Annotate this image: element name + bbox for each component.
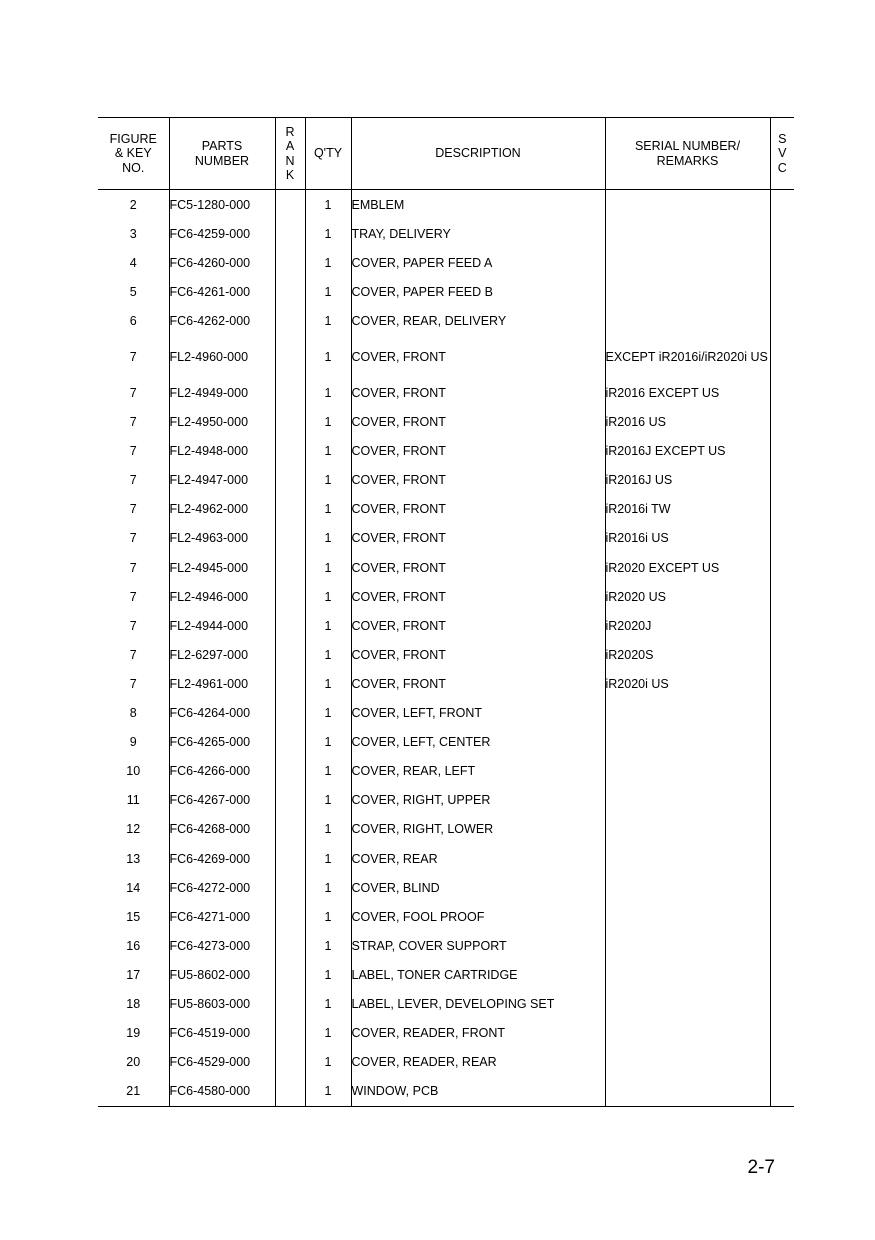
- part-number-cell: FC6-4267-000: [169, 786, 275, 815]
- description-cell: LABEL, TONER CARTRIDGE: [351, 960, 605, 989]
- svc-cell: [770, 1077, 794, 1107]
- figure-key-cell: 9: [129, 735, 137, 750]
- qty-cell: 1: [305, 669, 351, 698]
- figure-key-cell: 16: [126, 938, 141, 953]
- remarks-cell: iR2016i TW: [605, 495, 770, 524]
- table-row: [98, 408, 794, 437]
- svc-cell: [770, 582, 794, 611]
- figure-key-cell: 7: [129, 676, 137, 691]
- description-cell: COVER, BLIND: [351, 873, 605, 902]
- header-parts-number: PARTS NUMBER: [169, 118, 275, 190]
- description-cell: COVER, FRONT: [351, 495, 605, 524]
- table-row: [98, 219, 794, 248]
- rank-cell: [275, 335, 305, 378]
- part-number-cell: FU5-8603-000: [169, 989, 275, 1018]
- rank-cell: [275, 728, 305, 757]
- part-number-cell: FC6-4259-000: [169, 219, 275, 248]
- remarks-cell: [605, 248, 770, 277]
- remarks-cell: [605, 989, 770, 1018]
- description-cell: COVER, LEFT, CENTER: [351, 728, 605, 757]
- table-row: [98, 815, 794, 844]
- qty-cell: 1: [305, 248, 351, 277]
- rank-cell: [275, 699, 305, 728]
- remarks-cell: iR2020 US: [605, 582, 770, 611]
- figure-key-cell: 8: [129, 706, 137, 721]
- part-number-cell: FC6-4529-000: [169, 1048, 275, 1077]
- remarks-cell: [605, 1019, 770, 1048]
- remarks-cell: [605, 786, 770, 815]
- rank-cell: [275, 640, 305, 669]
- qty-cell: 1: [305, 728, 351, 757]
- svc-cell: [770, 1048, 794, 1077]
- remarks-cell: iR2016J EXCEPT US: [605, 437, 770, 466]
- remarks-cell: [605, 277, 770, 306]
- rank-cell: [275, 815, 305, 844]
- rank-cell: [275, 408, 305, 437]
- remarks-cell: [605, 728, 770, 757]
- rank-cell: [275, 219, 305, 248]
- parts-table: [98, 117, 794, 1107]
- remarks-cell: [605, 699, 770, 728]
- description-cell: COVER, FRONT: [351, 640, 605, 669]
- svc-cell: [770, 466, 794, 495]
- qty-cell: 1: [305, 786, 351, 815]
- qty-cell: 1: [305, 335, 351, 378]
- table-row: [98, 931, 794, 960]
- qty-cell: 1: [305, 277, 351, 306]
- svc-cell: [770, 669, 794, 698]
- part-number-cell: FC6-4580-000: [169, 1077, 275, 1107]
- description-cell: COVER, FRONT: [351, 437, 605, 466]
- figure-key-cell: 7: [129, 560, 137, 575]
- part-number-cell: FL2-4960-000: [169, 335, 275, 378]
- table-row: [98, 378, 794, 407]
- remarks-cell: iR2020i US: [605, 669, 770, 698]
- figure-key-cell: 7: [129, 647, 137, 662]
- remarks-cell: iR2016 US: [605, 408, 770, 437]
- figure-key-cell: 6: [129, 313, 137, 328]
- header-figure-key-no: FIGURE & KEY NO.: [98, 118, 169, 190]
- table-row: [98, 466, 794, 495]
- table-row: [98, 277, 794, 306]
- rank-cell: [275, 873, 305, 902]
- description-cell: COVER, FRONT: [351, 669, 605, 698]
- figure-key-cell: 21: [98, 1077, 169, 1107]
- table-row: [98, 306, 794, 335]
- description-cell: COVER, FRONT: [351, 335, 605, 378]
- description-cell: COVER, PAPER FEED B: [351, 277, 605, 306]
- remarks-cell: [605, 190, 770, 220]
- remarks-cell: iR2016J US: [605, 466, 770, 495]
- remarks-cell: [605, 1077, 770, 1107]
- figure-key-cell: 15: [126, 909, 141, 924]
- svc-cell: [770, 335, 794, 378]
- part-number-cell: FC6-4273-000: [169, 931, 275, 960]
- rank-cell: [275, 495, 305, 524]
- rank-cell: [275, 582, 305, 611]
- svc-cell: [770, 786, 794, 815]
- table-row: [98, 699, 794, 728]
- part-number-cell: FL2-4944-000: [169, 611, 275, 640]
- rank-cell: [275, 931, 305, 960]
- table-row: [98, 1077, 794, 1107]
- svc-cell: [770, 495, 794, 524]
- description-cell: COVER, REAR, LEFT: [351, 757, 605, 786]
- rank-cell: [275, 190, 305, 220]
- description-cell: COVER, FOOL PROOF: [351, 902, 605, 931]
- rank-cell: [275, 378, 305, 407]
- table-row: [98, 844, 794, 873]
- part-number-cell: FL2-4961-000: [169, 669, 275, 698]
- qty-cell: 1: [305, 844, 351, 873]
- table-row: [98, 902, 794, 931]
- part-number-cell: FL2-4947-000: [169, 466, 275, 495]
- rank-cell: [275, 989, 305, 1018]
- figure-key-cell: 19: [126, 1026, 141, 1041]
- figure-key-cell: 2: [129, 197, 137, 212]
- table-row: [98, 757, 794, 786]
- description-cell: COVER, READER, REAR: [351, 1048, 605, 1077]
- description-cell: COVER, RIGHT, LOWER: [351, 815, 605, 844]
- remarks-cell: [605, 219, 770, 248]
- figure-key-cell: 7: [129, 531, 137, 546]
- qty-cell: 1: [305, 495, 351, 524]
- table-header-row: [98, 118, 794, 190]
- description-cell: COVER, RIGHT, UPPER: [351, 786, 605, 815]
- qty-cell: 1: [305, 1019, 351, 1048]
- rank-cell: [275, 437, 305, 466]
- rank-cell: [275, 960, 305, 989]
- rank-cell: [275, 757, 305, 786]
- table-row: [98, 728, 794, 757]
- part-number-cell: FC6-4272-000: [169, 873, 275, 902]
- rank-cell: [275, 524, 305, 553]
- description-cell: COVER, REAR, DELIVERY: [351, 306, 605, 335]
- qty-cell: 1: [305, 378, 351, 407]
- description-cell: TRAY, DELIVERY: [351, 219, 605, 248]
- figure-key-cell: 7: [129, 386, 137, 401]
- qty-cell: 1: [305, 873, 351, 902]
- part-number-cell: FL2-4963-000: [169, 524, 275, 553]
- description-cell: COVER, REAR: [351, 844, 605, 873]
- remarks-cell: iR2020S: [605, 640, 770, 669]
- part-number-cell: FL2-4948-000: [169, 437, 275, 466]
- rank-cell: [275, 306, 305, 335]
- qty-cell: 1: [305, 640, 351, 669]
- svc-cell: [770, 902, 794, 931]
- part-number-cell: FL2-4945-000: [169, 553, 275, 582]
- figure-key-cell: 12: [126, 822, 141, 837]
- svc-cell: [770, 873, 794, 902]
- figure-key-cell: 7: [129, 415, 137, 430]
- svc-cell: [770, 960, 794, 989]
- part-number-cell: FL2-4946-000: [169, 582, 275, 611]
- svc-cell: [770, 306, 794, 335]
- description-cell: COVER, READER, FRONT: [351, 1019, 605, 1048]
- table-row: [98, 437, 794, 466]
- svc-cell: [770, 277, 794, 306]
- table-row: [98, 611, 794, 640]
- header-rank: R A N K: [275, 118, 305, 190]
- header-description: DESCRIPTION: [351, 118, 605, 190]
- svc-cell: [770, 699, 794, 728]
- remarks-cell: [605, 844, 770, 873]
- figure-key-cell: 14: [126, 880, 141, 895]
- part-number-cell: FC6-4268-000: [169, 815, 275, 844]
- remarks-cell: [605, 1048, 770, 1077]
- qty-cell: 1: [305, 190, 351, 220]
- rank-cell: [275, 1077, 305, 1107]
- description-cell: COVER, FRONT: [351, 408, 605, 437]
- table-row: [98, 495, 794, 524]
- table-row: [98, 553, 794, 582]
- description-cell: COVER, FRONT: [351, 611, 605, 640]
- qty-cell: 1: [305, 1077, 351, 1107]
- rank-cell: [275, 466, 305, 495]
- table-row: [98, 1019, 794, 1048]
- qty-cell: 1: [305, 408, 351, 437]
- part-number-cell: FC6-4260-000: [169, 248, 275, 277]
- svc-cell: [770, 408, 794, 437]
- header-svc: S V C: [770, 118, 794, 190]
- figure-key-cell: 3: [129, 226, 137, 241]
- figure-key-cell: 13: [126, 851, 141, 866]
- remarks-cell: [605, 873, 770, 902]
- rank-cell: [275, 248, 305, 277]
- rank-cell: [275, 844, 305, 873]
- description-cell: COVER, LEFT, FRONT: [351, 699, 605, 728]
- page-number: 2-7: [747, 1157, 775, 1178]
- svc-cell: [770, 248, 794, 277]
- table-row: [98, 786, 794, 815]
- table-row: [98, 989, 794, 1018]
- description-cell: EMBLEM: [351, 190, 605, 220]
- qty-cell: 1: [305, 699, 351, 728]
- remarks-cell: [605, 931, 770, 960]
- description-cell: COVER, FRONT: [351, 378, 605, 407]
- figure-key-cell: 17: [126, 967, 141, 982]
- figure-key-cell: 7: [129, 444, 137, 459]
- part-number-cell: FC6-4262-000: [169, 306, 275, 335]
- qty-cell: 1: [305, 611, 351, 640]
- table-row: [98, 1048, 794, 1077]
- table-row: [98, 640, 794, 669]
- qty-cell: 1: [305, 902, 351, 931]
- table-row: [98, 190, 794, 220]
- svc-cell: [770, 757, 794, 786]
- part-number-cell: FC6-4519-000: [169, 1019, 275, 1048]
- qty-cell: 1: [305, 1048, 351, 1077]
- svc-cell: [770, 815, 794, 844]
- description-cell: COVER, FRONT: [351, 582, 605, 611]
- rank-cell: [275, 786, 305, 815]
- svc-cell: [770, 437, 794, 466]
- qty-cell: 1: [305, 306, 351, 335]
- qty-cell: 1: [305, 466, 351, 495]
- qty-cell: 1: [305, 960, 351, 989]
- qty-cell: 1: [305, 437, 351, 466]
- description-cell: COVER, PAPER FEED A: [351, 248, 605, 277]
- part-number-cell: FC6-4261-000: [169, 277, 275, 306]
- rank-cell: [275, 1019, 305, 1048]
- figure-key-cell: 18: [126, 996, 141, 1011]
- figure-key-cell: 7: [129, 473, 137, 488]
- description-cell: COVER, FRONT: [351, 524, 605, 553]
- remarks-cell: [605, 306, 770, 335]
- remarks-cell: iR2020 EXCEPT US: [605, 553, 770, 582]
- svc-cell: [770, 524, 794, 553]
- description-cell: WINDOW, PCB: [351, 1077, 605, 1107]
- part-number-cell: FC6-4265-000: [169, 728, 275, 757]
- table-row: [98, 582, 794, 611]
- table-row: [98, 335, 794, 378]
- qty-cell: 1: [305, 989, 351, 1018]
- rank-cell: [275, 669, 305, 698]
- part-number-cell: FC6-4264-000: [169, 699, 275, 728]
- part-number-cell: FC5-1280-000: [169, 190, 275, 220]
- parts-table-body: [98, 190, 794, 1107]
- svc-cell: [770, 378, 794, 407]
- description-cell: COVER, FRONT: [351, 466, 605, 495]
- svc-cell: [770, 190, 794, 220]
- figure-key-cell: 7: [129, 589, 137, 604]
- figure-key-cell: 20: [126, 1055, 141, 1070]
- description-cell: COVER, FRONT: [351, 553, 605, 582]
- part-number-cell: FL2-4950-000: [169, 408, 275, 437]
- part-number-cell: FL2-4949-000: [169, 378, 275, 407]
- svc-cell: [770, 640, 794, 669]
- qty-cell: 1: [305, 219, 351, 248]
- svc-cell: [770, 553, 794, 582]
- figure-key-cell: 5: [129, 284, 137, 299]
- figure-key-cell: 11: [126, 793, 140, 808]
- svc-cell: [770, 728, 794, 757]
- rank-cell: [275, 277, 305, 306]
- rank-cell: [275, 611, 305, 640]
- remarks-cell: [605, 757, 770, 786]
- svc-cell: [770, 989, 794, 1018]
- figure-key-cell: 7: [129, 349, 137, 364]
- qty-cell: 1: [305, 524, 351, 553]
- qty-cell: 1: [305, 757, 351, 786]
- svc-cell: [770, 611, 794, 640]
- part-number-cell: FU5-8602-000: [169, 960, 275, 989]
- rank-cell: [275, 902, 305, 931]
- rank-cell: [275, 1048, 305, 1077]
- table-row: [98, 669, 794, 698]
- qty-cell: 1: [305, 553, 351, 582]
- remarks-cell: [605, 960, 770, 989]
- remarks-cell: iR2016i US: [605, 524, 770, 553]
- part-number-cell: FC6-4266-000: [169, 757, 275, 786]
- part-number-cell: FL2-6297-000: [169, 640, 275, 669]
- remarks-cell: [605, 815, 770, 844]
- svc-cell: [770, 844, 794, 873]
- svc-cell: [770, 931, 794, 960]
- qty-cell: 1: [305, 815, 351, 844]
- table-row: [98, 873, 794, 902]
- header-serial-remarks: SERIAL NUMBER/ REMARKS: [605, 118, 770, 190]
- figure-key-cell: 10: [126, 764, 141, 779]
- qty-cell: 1: [305, 931, 351, 960]
- svc-cell: [770, 219, 794, 248]
- remarks-cell: iR2016 EXCEPT US: [605, 378, 770, 407]
- table-row: [98, 248, 794, 277]
- remarks-cell: EXCEPT iR2016i/iR2020i US: [605, 335, 770, 378]
- table-row: [98, 960, 794, 989]
- svc-cell: [770, 1019, 794, 1048]
- remarks-cell: [605, 902, 770, 931]
- part-number-cell: FC6-4269-000: [169, 844, 275, 873]
- qty-cell: 1: [305, 582, 351, 611]
- description-cell: LABEL, LEVER, DEVELOPING SET: [351, 989, 605, 1018]
- part-number-cell: FL2-4962-000: [169, 495, 275, 524]
- rank-cell: [275, 553, 305, 582]
- remarks-cell: iR2020J: [605, 611, 770, 640]
- figure-key-cell: 7: [129, 618, 137, 633]
- figure-key-cell: 4: [129, 255, 137, 270]
- figure-key-cell: 7: [129, 502, 137, 517]
- table-row: [98, 524, 794, 553]
- header-qty: Q'TY: [305, 118, 351, 190]
- part-number-cell: FC6-4271-000: [169, 902, 275, 931]
- description-cell: STRAP, COVER SUPPORT: [351, 931, 605, 960]
